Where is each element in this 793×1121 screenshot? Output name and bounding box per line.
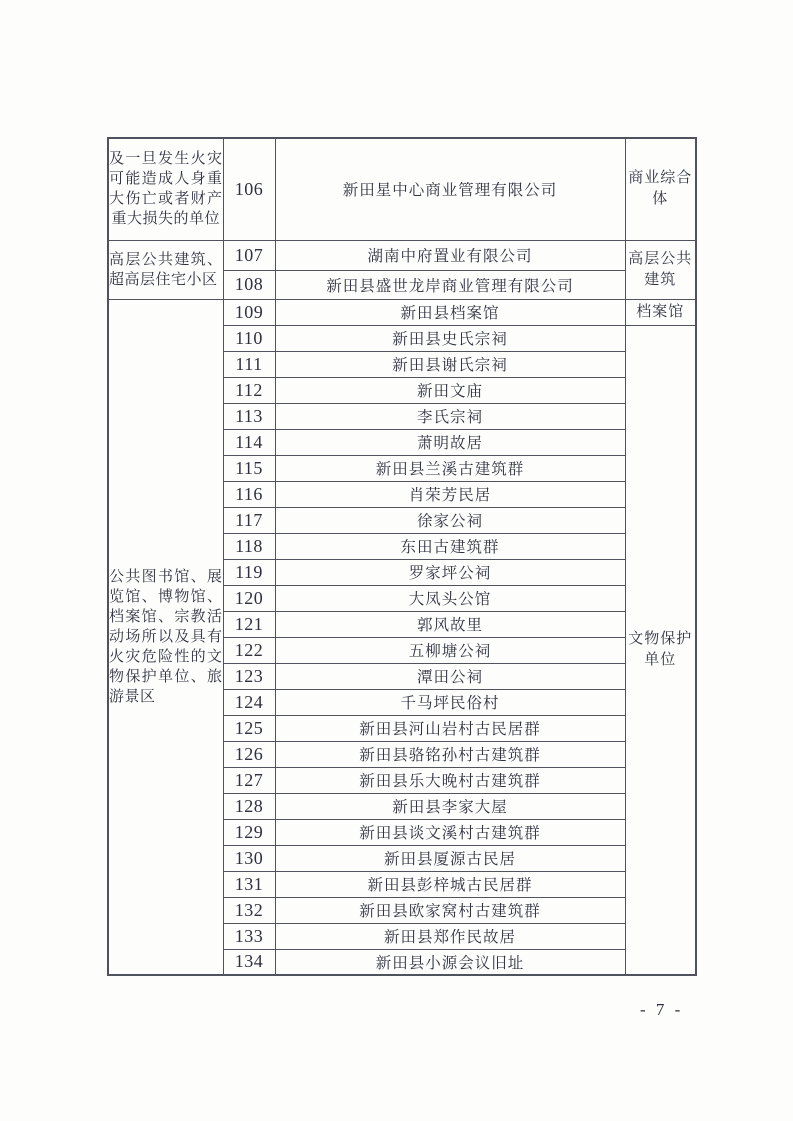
row-number-cell: 121: [223, 611, 275, 637]
page-number: - 7 -: [640, 1000, 684, 1019]
unit-name-cell: 五柳塘公祠: [275, 637, 625, 663]
unit-name-cell: 新田县李家大屋: [275, 793, 625, 819]
row-number-cell: 130: [223, 845, 275, 871]
unit-name-cell: 东田古建筑群: [275, 533, 625, 559]
fire-safety-units-table: [107, 137, 697, 976]
unit-name-cell: 大凤头公馆: [275, 585, 625, 611]
unit-name-cell: 新田县河山岩村古民居群: [275, 715, 625, 741]
unit-name-cell: 新田县小源会议旧址: [275, 949, 625, 975]
unit-name-cell: 新田县档案馆: [275, 299, 625, 325]
unit-name-cell: 新田县骆铭孙村古建筑群: [275, 741, 625, 767]
unit-name-cell: 新田文庙: [275, 377, 625, 403]
unit-name-cell: 新田县欧家窝村古建筑群: [275, 897, 625, 923]
unit-type-cell: 档案馆: [625, 299, 696, 325]
row-number-cell: 127: [223, 767, 275, 793]
unit-name-cell: 新田县厦源古民居: [275, 845, 625, 871]
row-number-cell: 123: [223, 663, 275, 689]
row-number-cell: 111: [223, 351, 275, 377]
row-number-cell: 108: [223, 270, 275, 299]
row-number-cell: 106: [223, 138, 275, 240]
row-number-cell: 122: [223, 637, 275, 663]
row-number-cell: 128: [223, 793, 275, 819]
unit-name-cell: 萧明故居: [275, 429, 625, 455]
row-number-cell: 126: [223, 741, 275, 767]
row-number-cell: 129: [223, 819, 275, 845]
unit-name-cell: 新田星中心商业管理有限公司: [275, 138, 625, 240]
unit-name-cell: 新田县谢氏宗祠: [275, 351, 625, 377]
row-number-cell: 120: [223, 585, 275, 611]
unit-name-cell: 新田县乐大晚村古建筑群: [275, 767, 625, 793]
unit-name-cell: 湖南中府置业有限公司: [275, 240, 625, 270]
row-number-cell: 118: [223, 533, 275, 559]
row-number-cell: 119: [223, 559, 275, 585]
row-number-cell: 109: [223, 299, 275, 325]
unit-name-cell: 新田县谈文溪村古建筑群: [275, 819, 625, 845]
category-cell: 高层公共建筑、超高层住宅小区: [108, 240, 223, 299]
unit-name-cell: 李氏宗祠: [275, 403, 625, 429]
row-number-cell: 113: [223, 403, 275, 429]
unit-type-cell: 文物保护单位: [625, 325, 696, 975]
row-number-cell: 107: [223, 240, 275, 270]
unit-name-cell: 新田县郑作民故居: [275, 923, 625, 949]
category-cell: 公共图书馆、展览馆、博物馆、档案馆、宗教活动场所以及具有火灾危险性的文物保护单位、旅游景区: [108, 299, 223, 975]
unit-name-cell: 肖荣芳民居: [275, 481, 625, 507]
row-number-cell: 112: [223, 377, 275, 403]
unit-name-cell: 潭田公祠: [275, 663, 625, 689]
row-number-cell: 132: [223, 897, 275, 923]
row-number-cell: 114: [223, 429, 275, 455]
unit-name-cell: 新田县盛世龙岸商业管理有限公司: [275, 270, 625, 299]
unit-name-cell: 新田县彭梓城古民居群: [275, 871, 625, 897]
row-number-cell: 131: [223, 871, 275, 897]
row-number-cell: 116: [223, 481, 275, 507]
table-row: [108, 138, 696, 240]
unit-type-cell: 高层公共建筑: [625, 240, 696, 299]
table-row: [108, 240, 696, 270]
row-number-cell: 134: [223, 949, 275, 975]
table-row: [108, 299, 696, 325]
unit-name-cell: 徐家公祠: [275, 507, 625, 533]
unit-name-cell: 千马坪民俗村: [275, 689, 625, 715]
row-number-cell: 117: [223, 507, 275, 533]
row-number-cell: 124: [223, 689, 275, 715]
row-number-cell: 133: [223, 923, 275, 949]
unit-name-cell: 新田县兰溪古建筑群: [275, 455, 625, 481]
category-cell: 及一旦发生火灾可能造成人身重大伤亡或者财产重大损失的单位: [108, 138, 223, 240]
row-number-cell: 115: [223, 455, 275, 481]
unit-name-cell: 罗家坪公祠: [275, 559, 625, 585]
unit-type-cell: 商业综合体: [625, 138, 696, 240]
unit-name-cell: 新田县史氏宗祠: [275, 325, 625, 351]
unit-name-cell: 郭风故里: [275, 611, 625, 637]
row-number-cell: 125: [223, 715, 275, 741]
row-number-cell: 110: [223, 325, 275, 351]
